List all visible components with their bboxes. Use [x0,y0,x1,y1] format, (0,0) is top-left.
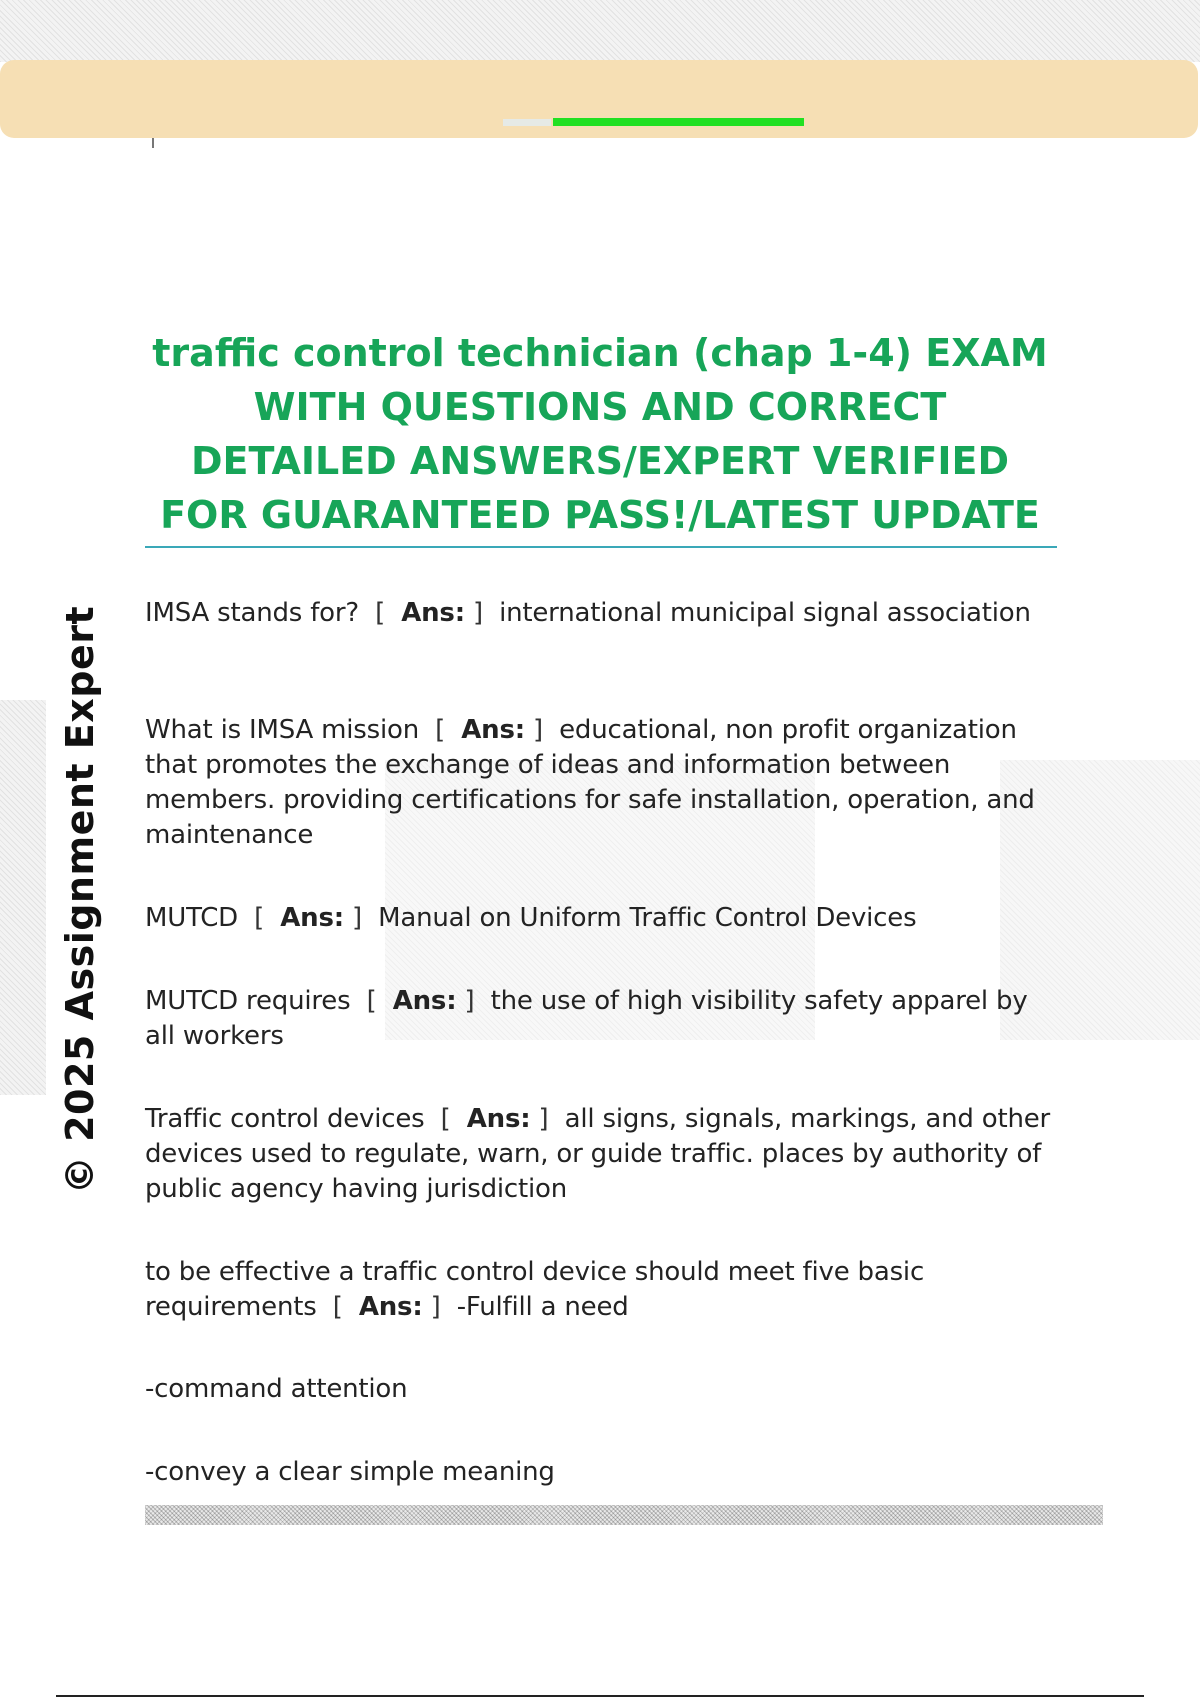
question-text: to be effective a traffic control device should meet five basic requirements [145,1257,925,1322]
ans-label: Ans: [358,1292,423,1322]
bottom-blur-strip [145,1505,1103,1525]
ans-bracket-open: [ [254,903,265,933]
answer-text: educational, non profit organization that promotes the exchange of ideas and information between members. providing certifications for safe installation, operation, and maintenance [145,715,1035,850]
ans-bracket-close: ] [430,1292,441,1322]
page-bottom-rule [56,1695,1144,1697]
answer-text: -Fulfill a need [456,1292,629,1322]
ans-bracket-close: ] [464,986,475,1016]
preview-banner [0,60,1198,138]
document-title: traffic control technician (chap 1-4) EXAM WITH QUESTIONS AND CORRECT DETAILED ANSWERS/EXPERT VERIFIED FOR GUARANTEED PASS!/LATEST UPDATE [152,331,1048,537]
page-tick-mark [152,138,154,148]
qa-entry-1 [145,596,1065,631]
progress-stub [503,119,551,126]
ans-label: Ans: [401,598,465,628]
qa-entry-6 [145,1255,1065,1325]
question-text: IMSA stands for? [145,598,359,628]
question-text: What is IMSA mission [145,715,420,745]
progress-fill [553,118,804,126]
ans-label: Ans: [280,903,344,933]
answer-text: Manual on Uniform Traffic Control Devices [378,903,917,933]
continuation-line: -command attention [145,1374,408,1404]
ans-bracket-close: ] [538,1104,549,1134]
ans-bracket-close: ] [352,903,362,933]
qa-entry-5 [145,1102,1065,1207]
answer-text: international municipal signal association [499,598,1031,628]
question-text: MUTCD requires [145,986,351,1016]
qa-entry-4 [145,984,1065,1054]
progress-bar [503,118,848,126]
ans-label: Ans: [392,986,457,1016]
answer-text: all signs, signals, markings, and other devices used to regulate, warn, or guide traffic. places by authority of public agency having jurisdiction [145,1104,1051,1204]
copyright-watermark: © 2025 Assignment Expert [58,605,102,1195]
ans-bracket-open: [ [440,1104,451,1134]
ans-label: Ans: [461,715,525,745]
left-blur-region [0,700,46,1095]
ans-bracket-open: [ [332,1292,343,1322]
ans-bracket-open: [ [366,986,377,1016]
top-blur-region [0,0,1200,62]
title-underline [145,546,1057,548]
qa-entry-2 [145,713,1065,853]
ans-bracket-close: ] [473,598,483,628]
answer-text: the use of high visibility safety apparel by all workers [145,986,1028,1051]
continuation-line: -convey a clear simple meaning [145,1457,555,1487]
qa-entry-3 [145,901,1065,936]
ans-bracket-open: [ [435,715,446,745]
ans-bracket-open: [ [375,598,386,628]
ans-label: Ans: [466,1104,531,1134]
question-text: Traffic control devices [145,1104,425,1134]
question-text: MUTCD [145,903,238,933]
ans-bracket-close: ] [533,715,543,745]
